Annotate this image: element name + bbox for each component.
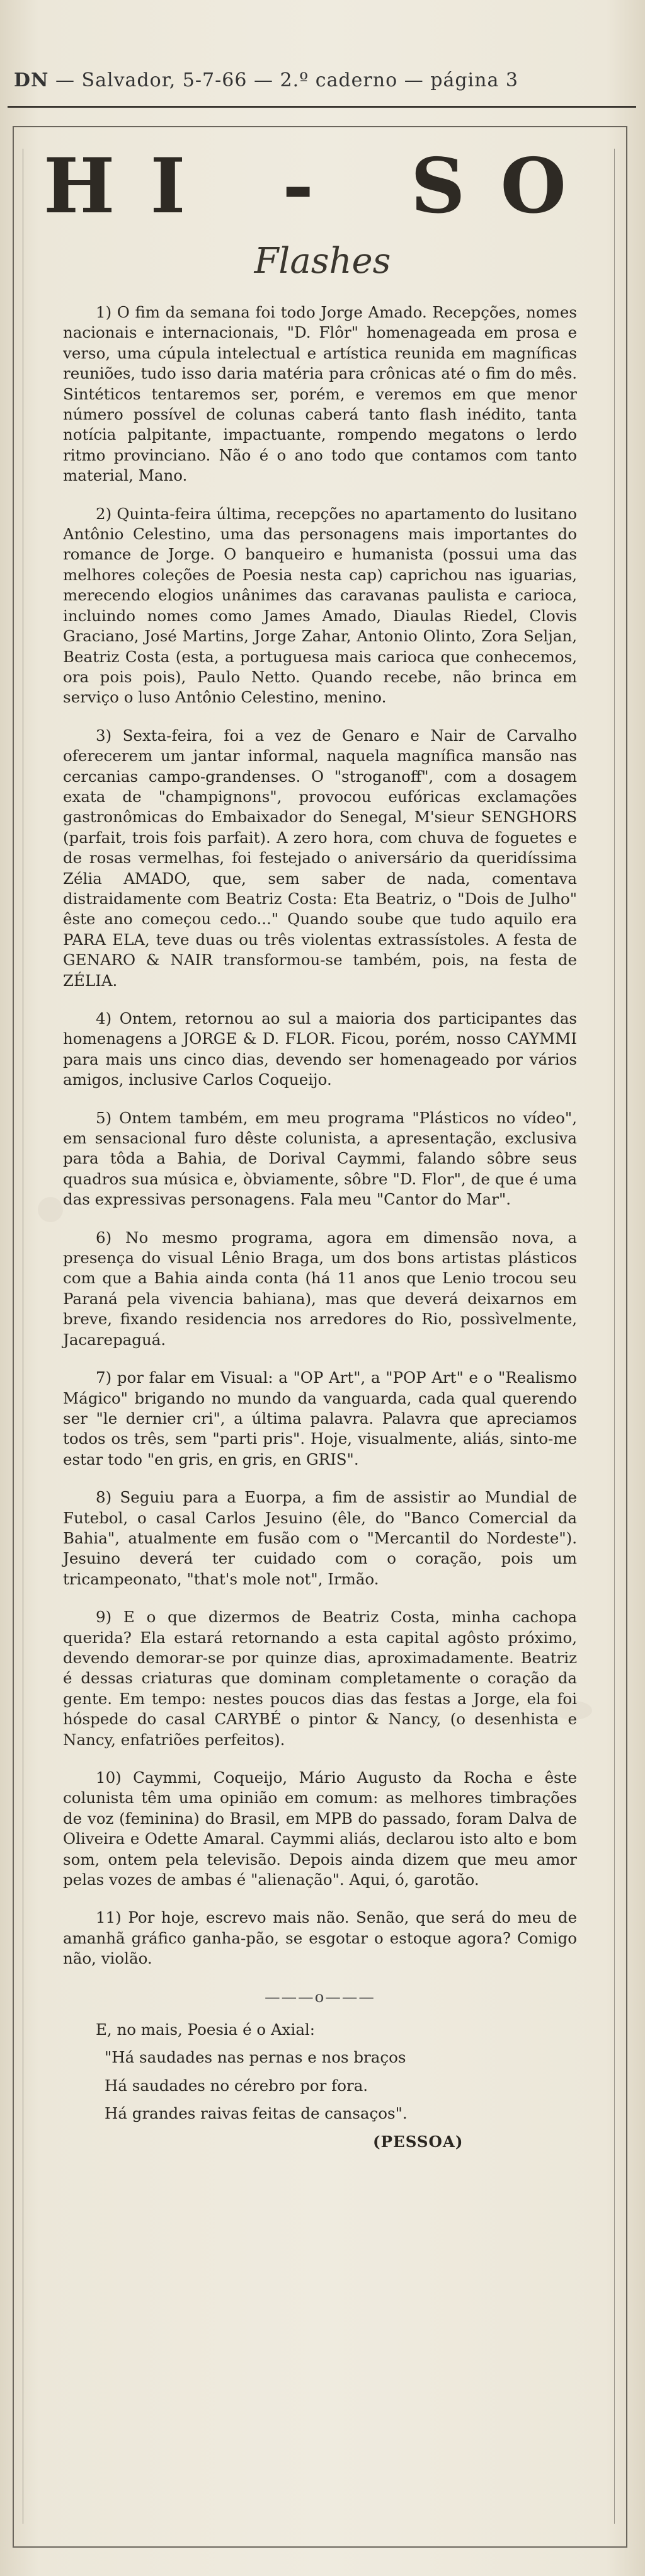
paragraph-11: 11) Por hoje, escrevo mais não. Senão, que será do meu de amanhã gráfico ganha-pão, se esgotar o estoque agora? Comigo não, violão. <box>63 1908 577 1968</box>
poem-line-3: Há grandes raivas feitas de cansaços". <box>105 2104 408 2123</box>
poem-line-2: Há saudades no cérebro por fora. <box>105 2076 368 2095</box>
page-number: página 3 <box>430 69 518 91</box>
paragraph-3: 3) Sexta-feira, foi a vez de Genaro e Nair de Carvalho oferecerem um jantar informal, naquela magnífica mansão nas cercanias campo-grandenses. O "stroganoff", com a dosagem exata de "champignons", provocou eufóricas exclamações gastronômicas do Embaixador do Senegal, M'sieur SENGHORS (parfait, trois fois parfait). A zero hora, com chuva de foguetes e de rosas vermelhas, foi festejado o aniversário da queridíssima Zélia AMADO, que, sem saber de nada, comentava distraidamente com Beatriz Costa: Eta Beatriz, o "Dois de Julho" êste ano começou cedo..." Quando soube que tudo aquilo era PARA ELA, teve duas ou três violentas extrassístoles. A festa de GENARO & NAIR transformou-se também, pois, na festa de ZÉLIA. <box>63 726 577 990</box>
paragraph-9: 9) E o que dizermos de Beatriz Costa, minha cachopa querida? Ela estará retornando a esta capital agôsto próximo, devendo demorar-se por quinze dias, aproximadamente. Beatriz é dessas criaturas que dominam completamente o coração da gente. Em tempo: nestes poucos dias das festas a Jorge, ela foi hóspede do casal CARYBÉ o pintor & Nancy, (o desenhista e Nancy, enfatriões perfeitos). <box>63 1608 577 1749</box>
date: 5-7-66 <box>182 69 248 91</box>
paragraph-2: 2) Quinta-feira última, recepções no apartamento do lusitano Antônio Celestino, uma das personagens mais importantes do romance de Jorge. O banqueiro e humanista (possui uma das melhores coleções de Poesia nesta cap) caprichou nas iguarias, merecendo elogios unânimes das caravanas paulista e carioca, incluindo nomes como James Amado, Diaulas Riedel, Clovis Graciano, José Martins, Jorge Zahar, Antonio Olinto, Zora Seljan, Beatriz Costa (esta, a portuguesa mais carioca que conhecemos, ora pois pois), Paulo Netto. Quando recebe, não brinca em serviço o luso Antônio Celestino, menino. <box>63 504 577 707</box>
city: Salvador, <box>81 69 176 91</box>
paragraph-4: 4) Ontem, retornou ao sul a maioria dos participantes das homenagens a JORGE & D. FLOR. Ficou, porém, nosso CAYMMI para mais uns cinco dias, devendo ser homenageado por vários amigos, inclusive Carlos Coqueijo. <box>63 1009 577 1089</box>
column-subtitle: Flashes <box>254 241 391 282</box>
paragraph-1: 1) O fim da semana foi todo Jorge Amado. Recepções, nomes nacionais e internacionais, "D. Flôr" homenageada em prosa e verso, uma cúpula intelectual e artística reunida em magníficas reuniões, tudo isso daria matéria para crônicas até o fim do mês. Sintéticos tentaremos ser, porém, e veremos em que menor número possível de colunas caberá tanto flash inédito, tanta notícia palpitante, impactuante, rompendo megatons o lerdo ritmo provinciano. Não é o ano todo que contamos com tanto material, Mano. <box>63 303 577 485</box>
paragraph-10: 10) Caymmi, Coqueijo, Mário Augusto da Rocha e êste colunista têm uma opinião em comum: as melhores timbrações de voz (feminina) do Brasil, em MPB do passado, foram Dalva de Oliveira e Odette Amaral. Caymmi aliás, declarou isto alto e bom som, ontem pela televisão. Depois ainda dizem que meu amor pelas vozes de ambas é "alienação". Aqui, ó, garotão. <box>63 1768 577 1889</box>
closing-poem <box>63 2020 577 2152</box>
paragraph-8: 8) Seguiu para a Euorpa, a fim de assistir ao Mundial de Futebol, o casal Carlos Jesuino (êle, do "Banco Comercial da Bahia", atualmente em fusão com o "Mercantil do Nordeste"). Jesuino deverá ter cuidado com o coração, pois um tricampeonato, "that's mole not", Irmão. <box>63 1488 577 1588</box>
section: 2.º caderno <box>280 69 398 91</box>
paragraph-5: 5) Ontem também, em meu programa "Plásticos no vídeo", em sensacional furo dêste colunista, a apresentação, exclusiva para tôda a Bahia, de Dorival Caymmi, falando sôbre seus quadros sua música e, òbviamente, sôbre "D. Flor", de que é uma das expressivas personagens. Fala meu "Cantor do Mar". <box>63 1108 577 1209</box>
paragraph-6: 6) No mesmo programa, agora em dimensão nova, a presença do visual Lênio Braga, um dos bons artistas plásticos com que a Bahia ainda conta (há 11 anos que Lenio trocou seu Paraná pela vivencia bahiana), mas que deverá deixarnos em breve, fixando residencia nos arredores do Rio, possìvelmente, Jacarepaguá. <box>63 1228 577 1349</box>
header-rule <box>8 106 636 108</box>
paper-name: DN <box>14 69 49 91</box>
column-body <box>63 302 577 2152</box>
paragraph-7: 7) por falar em Visual: a "OP Art", a "POP Art" e o "Realismo Mágico" brigando no mundo da vanguarda, cada qual querendo ser "le dernier cri", a última palavra. Palavra que apreciamos todos os três, sem "parti pris". Hoje, visualmente, aliás, sinto-me estar todo "en gris, en gris, en GRIS". <box>63 1368 577 1468</box>
section-separator: ———o——— <box>265 1987 375 2006</box>
column-title: HI - SO <box>43 142 602 231</box>
poem-signature: (PESSOA) <box>373 2132 464 2151</box>
page-header: DN — Salvador, 5-7-66 — 2.º caderno — página 3 <box>14 69 518 91</box>
poem-line-1: "Há saudades nas pernas e nos braços <box>105 2048 406 2067</box>
poem-intro: E, no mais, Poesia é o Axial: <box>96 2020 316 2039</box>
